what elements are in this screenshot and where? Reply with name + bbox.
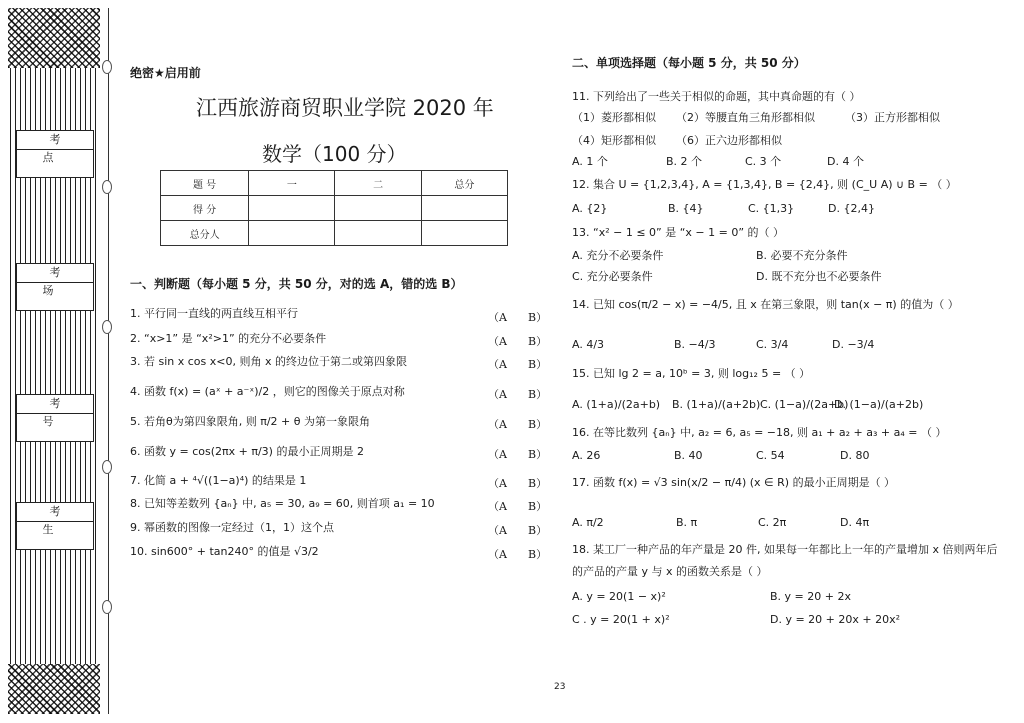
q11-item: （1）菱形都相似 xyxy=(572,111,656,124)
score-cell[interactable] xyxy=(421,196,507,221)
choice-b[interactable]: B） xyxy=(528,358,548,371)
choice-a[interactable]: （A xyxy=(488,311,507,324)
question-16: 16. 在等比数列 {aₙ} 中, a₂ = 6, a₅ = −18, 则 a₁ + a₂ + a₃ + a₄ = （ ） xyxy=(572,426,947,439)
hatch-pattern-bottom xyxy=(8,664,100,714)
score-cell[interactable] xyxy=(249,221,335,246)
option[interactable]: B. 40 xyxy=(674,449,703,462)
question-11: 11. 下列给出了一些关于相似的命题，其中真命题的有（ ） xyxy=(572,90,861,103)
punch-hole xyxy=(102,180,112,194)
field-exam-site: 考 点 xyxy=(16,130,94,178)
option[interactable]: A. 充分不必要条件 xyxy=(572,249,664,262)
choice-b[interactable]: B） xyxy=(528,448,548,461)
hatch-pattern-top xyxy=(8,8,100,68)
choice-b[interactable]: B） xyxy=(528,548,548,561)
question-2: 2. “x>1” 是 “x²>1” 的充分不必要条件 xyxy=(130,332,327,345)
field-exam-room: 考 场 xyxy=(16,263,94,311)
score-table xyxy=(160,170,508,246)
question-7: 7. 化简 a + ⁴√((1−a)⁴) 的结果是 1 xyxy=(130,474,307,487)
option[interactable]: C. {1,3} xyxy=(748,202,795,215)
q11-item: （4）矩形都相似 xyxy=(572,134,656,147)
choice-b[interactable]: B） xyxy=(528,311,548,324)
choice-a[interactable]: （A xyxy=(488,524,507,537)
option[interactable]: A. (1+a)/(2a+b) xyxy=(572,398,661,411)
option[interactable]: C. 3 个 xyxy=(745,155,782,168)
score-cell[interactable] xyxy=(249,196,335,221)
option[interactable]: C. 2π xyxy=(758,516,787,529)
table-row-label: 总分人 xyxy=(161,221,249,246)
secret-label: 绝密★启用前 xyxy=(130,66,201,80)
choice-a[interactable]: （A xyxy=(488,448,507,461)
option[interactable]: D. (1−a)/(a+2b) xyxy=(834,398,924,411)
option[interactable]: A. y = 20(1 − x)² xyxy=(572,590,666,603)
section1-title: 一、判断题（每小题 5 分，共 50 分，对的选 A，错的选 B） xyxy=(130,277,463,291)
score-cell[interactable] xyxy=(421,221,507,246)
option[interactable]: D. 既不充分也不必要条件 xyxy=(756,270,882,283)
subject-title: 数学（100 分） xyxy=(262,142,407,166)
table-header: 一 xyxy=(249,171,335,196)
table-row-label: 得 分 xyxy=(161,196,249,221)
punch-hole xyxy=(102,600,112,614)
question-5: 5. 若角θ为第四象限角, 则 π/2 + θ 为第一象限角 xyxy=(130,415,370,428)
option[interactable]: D. 80 xyxy=(840,449,870,462)
option[interactable]: D. −3/4 xyxy=(832,338,875,351)
choice-b[interactable]: B） xyxy=(528,388,548,401)
option[interactable]: B. y = 20 + 2x xyxy=(770,590,851,603)
question-18-line2: 的产品的产量 y 与 x 的函数关系是（ ） xyxy=(572,565,768,578)
option[interactable]: B. (1+a)/(a+2b) xyxy=(672,398,761,411)
score-cell[interactable] xyxy=(335,221,421,246)
punch-hole xyxy=(102,460,112,474)
question-6: 6. 函数 y = cos(2πx + π/3) 的最小正周期是 2 xyxy=(130,445,364,458)
table-row xyxy=(161,221,508,246)
question-9: 9. 幂函数的图像一定经过（1，1）这个点 xyxy=(130,521,334,534)
option[interactable]: A. {2} xyxy=(572,202,608,215)
choice-a[interactable]: （A xyxy=(488,358,507,371)
choice-b[interactable]: B） xyxy=(528,477,548,490)
punch-hole xyxy=(102,60,112,74)
option[interactable]: C. 3/4 xyxy=(756,338,789,351)
question-10: 10. sin600° + tan240° 的值是 √3/2 xyxy=(130,545,319,558)
table-row xyxy=(161,171,508,196)
choice-b[interactable]: B） xyxy=(528,524,548,537)
option[interactable]: B. π xyxy=(676,516,698,529)
question-14: 14. 已知 cos(π/2 − x) = −4/5, 且 x 在第三象限，则 tan(x − π) 的值为（ ） xyxy=(572,298,959,311)
option[interactable]: B. 2 个 xyxy=(666,155,703,168)
q11-item: （6）正六边形都相似 xyxy=(676,134,782,147)
school-title: 江西旅游商贸职业学院 2020 年 xyxy=(196,96,494,120)
q11-item: （2）等腰直角三角形都相似 xyxy=(676,111,815,124)
page-number: 23 xyxy=(554,682,566,692)
question-1: 1. 平行同一直线的两直线互相平行 xyxy=(130,307,298,320)
question-18-line1: 18. 某工厂一种产品的年产量是 20 件, 如果每一年都比上一年的产量增加 x 倍则两年后 xyxy=(572,543,998,556)
table-header: 题 号 xyxy=(161,171,249,196)
option[interactable]: A. 1 个 xyxy=(572,155,608,168)
option[interactable]: A. 26 xyxy=(572,449,601,462)
punch-hole xyxy=(102,320,112,334)
choice-a[interactable]: （A xyxy=(488,500,507,513)
option[interactable]: A. 4/3 xyxy=(572,338,605,351)
question-3: 3. 若 sin x cos x<0, 则角 x 的终边位于第二或第四象限 xyxy=(130,355,407,368)
table-header: 总分 xyxy=(421,171,507,196)
option[interactable]: B. {4} xyxy=(668,202,704,215)
question-4: 4. 函数 f(x) = (aˣ + a⁻ˣ)/2 ，则它的图像关于原点对称 xyxy=(130,385,405,398)
option[interactable]: D. y = 20 + 20x + 20x² xyxy=(770,613,901,626)
binding-strip xyxy=(8,8,100,714)
choice-b[interactable]: B） xyxy=(528,500,548,513)
option[interactable]: A. π/2 xyxy=(572,516,604,529)
score-cell[interactable] xyxy=(335,196,421,221)
choice-a[interactable]: （A xyxy=(488,388,507,401)
choice-a[interactable]: （A xyxy=(488,418,507,431)
question-15: 15. 已知 lg 2 = a, 10ᵇ = 3, 则 log₁₂ 5 = （ ） xyxy=(572,367,811,380)
section2-title: 二、单项选择题（每小题 5 分，共 50 分） xyxy=(572,56,806,70)
field-examinee: 考 生 xyxy=(16,502,94,550)
table-header: 二 xyxy=(335,171,421,196)
option[interactable]: B. −4/3 xyxy=(674,338,716,351)
choice-b[interactable]: B） xyxy=(528,335,548,348)
question-12: 12. 集合 U = {1,2,3,4}, A = {1,3,4}, B = {2,4}, 则 (C_U A) ∪ B = （ ） xyxy=(572,178,957,191)
question-17: 17. 函数 f(x) = √3 sin(x/2 − π/4) (x ∈ R) 的最小正周期是（ ） xyxy=(572,476,896,489)
question-8: 8. 已知等差数列 {aₙ} 中, a₅ = 30, a₉ = 60, 则首项 a₁ = 10 xyxy=(130,497,435,510)
question-13: 13. “x² − 1 ≤ 0” 是 “x − 1 = 0” 的（ ） xyxy=(572,226,785,239)
choice-b[interactable]: B） xyxy=(528,418,548,431)
q11-item: （3）正方形都相似 xyxy=(845,111,940,124)
option[interactable]: D. 4π xyxy=(840,516,870,529)
choice-a[interactable]: （A xyxy=(488,477,507,490)
option[interactable]: C. (1−a)/(2a+b) xyxy=(760,398,849,411)
option[interactable]: D. {2,4} xyxy=(828,202,875,215)
option[interactable]: C. 充分必要条件 xyxy=(572,270,653,283)
table-row xyxy=(161,196,508,221)
field-exam-number: 考 号 xyxy=(16,394,94,442)
option[interactable]: D. 4 个 xyxy=(827,155,864,168)
option[interactable]: C . y = 20(1 + x)² xyxy=(572,613,670,626)
option[interactable]: C. 54 xyxy=(756,449,785,462)
choice-a[interactable]: （A xyxy=(488,548,507,561)
option[interactable]: B. 必要不充分条件 xyxy=(756,249,848,262)
choice-a[interactable]: （A xyxy=(488,335,507,348)
